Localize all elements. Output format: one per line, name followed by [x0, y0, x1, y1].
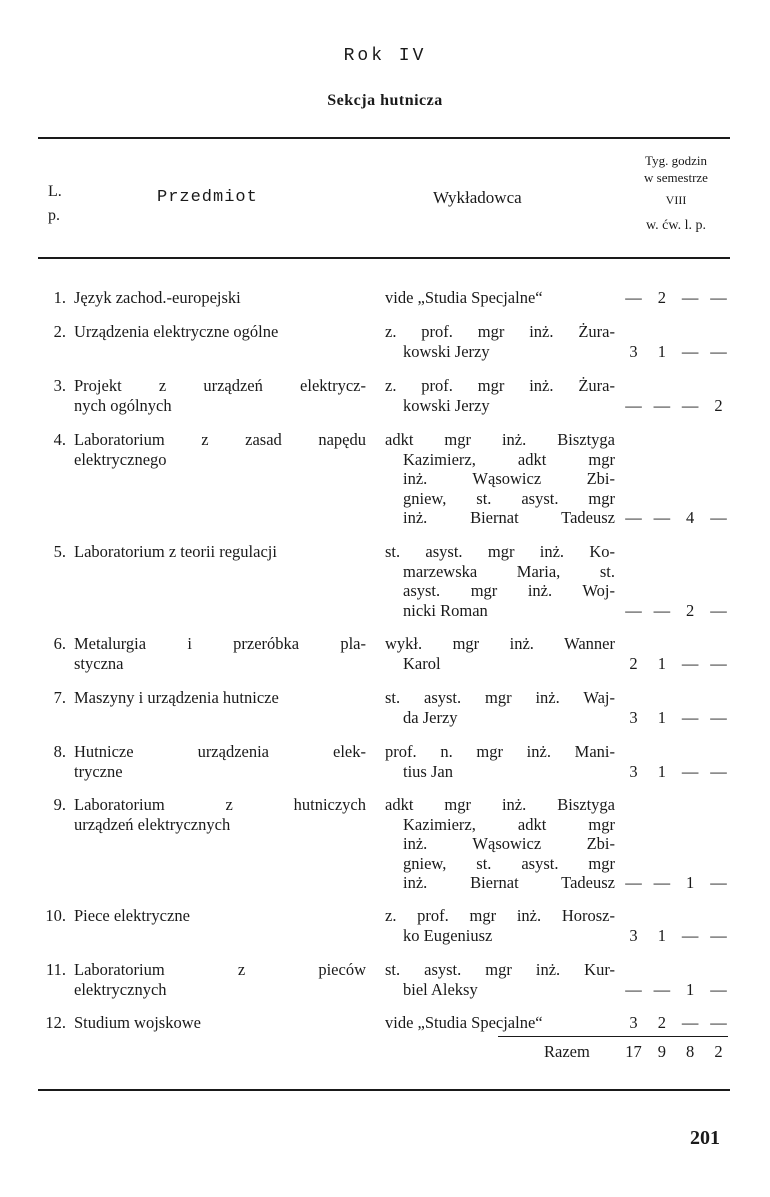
hours-w: —	[625, 288, 642, 307]
bottom-rule	[38, 1089, 730, 1091]
hours-cw: 1	[657, 761, 666, 781]
total-p: 2	[714, 1042, 723, 1061]
hours-cw: —	[653, 508, 671, 527]
hours-w: 3	[629, 761, 638, 781]
table-row	[38, 322, 738, 361]
hours-w: —	[625, 979, 642, 999]
hours-l: —	[681, 761, 699, 781]
lecturer-line: z. prof. mgr inż. Żura-	[385, 376, 615, 395]
lecturer-cell	[385, 634, 615, 673]
hours-cell	[621, 342, 731, 362]
hours-p: 2	[714, 395, 723, 415]
hours-cell	[621, 708, 731, 728]
hours-cw: 1	[657, 341, 666, 361]
hours-w: —	[625, 395, 642, 415]
subject-line: Laboratorium z zasad napędu	[74, 430, 366, 449]
subject-cell	[74, 960, 404, 999]
subject-line: urządzeń elektrycznych	[74, 814, 231, 834]
hours-cell	[621, 926, 731, 946]
table-row	[38, 742, 738, 781]
subject-cell	[74, 376, 404, 415]
header-hours	[612, 152, 740, 234]
hours-l: 1	[686, 873, 695, 892]
table-row	[38, 376, 738, 415]
page-title: Rok IV	[343, 46, 427, 66]
lecturer-line: st. asyst. mgr inż. Waj-	[385, 688, 615, 707]
lecturer-line: ko Eugeniusz	[403, 925, 493, 945]
table-row	[38, 634, 738, 673]
lecturer-cell	[385, 322, 615, 361]
row-number: 2.	[53, 322, 66, 341]
lecturer-line: inż. Wąsowicz Zbi-	[403, 469, 615, 488]
row-number: 5.	[53, 542, 66, 561]
hours-p: —	[710, 707, 727, 727]
row-number: 10.	[45, 906, 66, 925]
hours-p: —	[710, 761, 727, 781]
subject-cell	[74, 906, 404, 926]
total-l: 8	[686, 1042, 695, 1061]
hours-w: 3	[629, 707, 638, 727]
hours-p: —	[710, 653, 727, 673]
row-number: 4.	[53, 430, 66, 449]
hours-cw: —	[653, 873, 671, 892]
lecturer-line: inż. Biernat Tadeusz	[403, 508, 615, 527]
hours-cell	[621, 288, 731, 308]
header-hours-line1: Tyg. godzin	[645, 153, 707, 168]
table-row	[38, 906, 738, 945]
total-w: 17	[625, 1042, 642, 1061]
row-number: 1.	[53, 288, 66, 307]
hours-l: —	[681, 1013, 699, 1032]
lecturer-line: Kazimierz, adkt mgr	[403, 814, 615, 834]
lecturer-cell	[385, 795, 615, 893]
table-row	[38, 542, 738, 620]
subject-cell	[74, 542, 404, 562]
subject-line: tryczne	[74, 761, 123, 781]
subject-line: Maszyny i urządzenia hutnicze	[74, 688, 279, 707]
lecturer-cell	[385, 906, 615, 945]
hours-cell	[621, 601, 731, 621]
hours-cw: 1	[657, 653, 666, 673]
subject-line: elektrycznych	[74, 979, 167, 999]
subject-line: Hutnicze urządzenia elek-	[74, 742, 366, 761]
header-lp-line2: p.	[48, 207, 60, 224]
hours-cell	[621, 654, 731, 674]
hours-cw: —	[653, 600, 671, 620]
subject-line: Urządzenia elektryczne ogólne	[74, 322, 279, 341]
hours-p: —	[710, 288, 727, 307]
subject-line: Projekt z urządzeń elektrycz-	[74, 376, 366, 395]
subject-cell	[74, 322, 404, 342]
hours-w: 3	[629, 341, 638, 361]
hours-l: —	[681, 395, 699, 415]
hours-w: 3	[629, 1013, 638, 1032]
lecturer-line: Karol	[403, 653, 441, 673]
hours-p: —	[710, 1013, 727, 1032]
lecturer-line: z. prof. mgr inż. Żura-	[385, 322, 615, 341]
subject-cell	[74, 288, 404, 308]
hours-cell	[621, 980, 731, 1000]
hours-p: —	[710, 341, 727, 361]
subject-line: nych ogólnych	[74, 395, 172, 415]
lecturer-line: da Jerzy	[403, 707, 458, 727]
hours-cell	[621, 508, 731, 528]
lecturer-line: asyst. mgr inż. Woj-	[403, 581, 615, 600]
subject-cell	[74, 742, 404, 781]
lecturer-line: adkt mgr inż. Bisztyga	[385, 430, 615, 449]
hours-w: 2	[629, 653, 638, 673]
subject-line: Laboratorium z teorii regulacji	[74, 542, 277, 561]
hours-cw: 1	[657, 925, 666, 945]
subject-cell	[74, 634, 404, 673]
lecturer-line: marzewska Maria, st.	[403, 561, 615, 581]
subject-line: styczna	[74, 653, 124, 673]
row-number: 8.	[53, 742, 66, 761]
hours-p: —	[710, 925, 727, 945]
lecturer-line: adkt mgr inż. Bisztyga	[385, 795, 615, 814]
lecturer-line: st. asyst. mgr inż. Ko-	[385, 542, 615, 561]
header-semester: VIII	[665, 193, 687, 207]
top-rule	[38, 137, 730, 139]
total-label: Razem	[544, 1042, 590, 1061]
row-number: 7.	[53, 688, 66, 707]
subject-line: Laboratorium z hutniczych	[74, 795, 366, 814]
subject-cell	[74, 795, 404, 834]
hours-w: —	[625, 600, 642, 620]
hours-w: —	[625, 873, 642, 892]
hours-l: —	[681, 653, 699, 673]
hours-l: —	[681, 288, 699, 307]
subject-line: Studium wojskowe	[74, 1013, 201, 1032]
lecturer-line: Kazimierz, adkt mgr	[403, 449, 615, 469]
subject-line: Język zachod.-europejski	[74, 288, 241, 307]
header-subject: Przedmiot	[157, 188, 258, 207]
row-number: 12.	[45, 1013, 66, 1032]
row-number: 6.	[53, 634, 66, 653]
lecturer-line: prof. n. mgr inż. Mani-	[385, 742, 615, 761]
row-number: 11.	[45, 960, 66, 979]
header-lp	[48, 180, 62, 228]
hours-cell	[621, 762, 731, 782]
hours-l: 1	[686, 979, 695, 999]
lecturer-cell	[385, 376, 615, 415]
hours-cell	[621, 396, 731, 416]
table-row	[38, 795, 738, 893]
table-row	[38, 688, 738, 727]
hours-l: 4	[686, 508, 695, 527]
subject-line: Laboratorium z pieców	[74, 960, 366, 979]
hours-cell	[621, 1013, 731, 1033]
lecturer-cell	[385, 960, 615, 999]
row-number: 9.	[53, 795, 66, 814]
lecturer-cell	[385, 688, 615, 727]
table-row	[38, 1013, 738, 1033]
hours-p: —	[710, 600, 727, 620]
lecturer-cell	[385, 542, 615, 620]
lecturer-line: vide „Studia Specjalne“	[385, 288, 543, 307]
total-values	[621, 1042, 731, 1062]
hours-cw: 1	[657, 707, 666, 727]
lecturer-line: kowski Jerzy	[403, 395, 490, 415]
subject-line: Piece elektryczne	[74, 906, 190, 925]
header-hours-line2: w semestrze	[644, 170, 708, 185]
lecturer-cell	[385, 1013, 615, 1033]
header-hour-cols: w. ćw. l. p.	[645, 218, 706, 233]
subject-cell	[74, 1013, 404, 1033]
hours-l: 2	[686, 600, 695, 620]
table-row	[38, 430, 738, 528]
lecturer-line: st. asyst. mgr inż. Kur-	[385, 960, 615, 979]
lecturer-line: z. prof. mgr inż. Horosz-	[385, 906, 615, 925]
hours-cw: —	[653, 979, 671, 999]
lecturer-line: gniew, st. asyst. mgr	[403, 488, 615, 508]
page-number: 201	[690, 1127, 720, 1149]
lecturer-line: gniew, st. asyst. mgr	[403, 853, 615, 873]
table-row	[38, 288, 738, 308]
hours-l: —	[681, 341, 699, 361]
hours-cw: —	[653, 395, 671, 415]
hours-cw: 2	[657, 288, 666, 307]
sum-rule	[498, 1036, 728, 1037]
lecturer-cell	[385, 742, 615, 781]
hours-p: —	[710, 873, 727, 892]
lecturer-line: kowski Jerzy	[403, 341, 490, 361]
lecturer-line: biel Aleksy	[403, 979, 478, 999]
hours-cell	[621, 873, 731, 893]
header-rule	[38, 257, 730, 259]
header-lp-line1: L.	[48, 183, 62, 200]
hours-w: —	[625, 508, 642, 527]
lecturer-cell	[385, 288, 615, 308]
hours-l: —	[681, 707, 699, 727]
subject-cell	[74, 430, 404, 469]
header-lecturer: Wykładowca	[433, 188, 522, 207]
lecturer-line: vide „Studia Specjalne“	[385, 1013, 543, 1032]
hours-p: —	[710, 508, 727, 527]
lecturer-cell	[385, 430, 615, 528]
hours-cw: 2	[657, 1013, 666, 1032]
hours-w: 3	[629, 925, 638, 945]
hours-p: —	[710, 979, 727, 999]
lecturer-line: tius Jan	[403, 761, 453, 781]
total-cw: 9	[657, 1042, 666, 1061]
row-number: 3.	[53, 376, 66, 395]
subject-line: Metalurgia i przeróbka pla-	[74, 634, 366, 653]
subject-cell	[74, 688, 404, 708]
lecturer-line: inż. Biernat Tadeusz	[403, 873, 615, 892]
table-row	[38, 960, 738, 999]
subject-line: elektrycznego	[74, 449, 167, 469]
lecturer-line: nicki Roman	[403, 600, 488, 620]
lecturer-line: inż. Wąsowicz Zbi-	[403, 834, 615, 853]
section-title: Sekcja hutnicza	[327, 92, 443, 109]
lecturer-line: wykł. mgr inż. Wanner	[385, 634, 615, 653]
hours-l: —	[681, 925, 699, 945]
